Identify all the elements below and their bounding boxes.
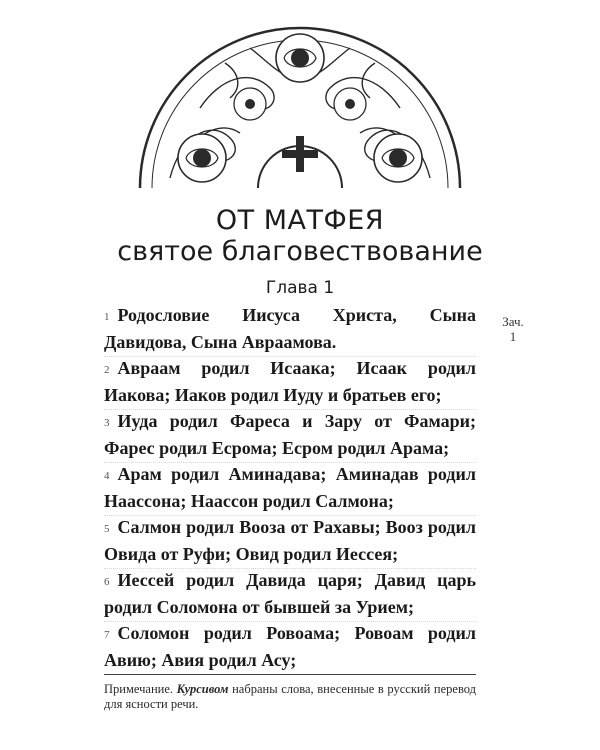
verse [104, 463, 476, 516]
verse-text: Соломон родил Ровоама; Ровоам родил Авию; Авия родил Асу; [104, 623, 476, 670]
verse [104, 357, 476, 410]
verse-number: 6 [104, 576, 110, 588]
footnote-text: набраны слова, внесенные в русский перевод для ясности речи. [104, 682, 477, 711]
liturgical-reading-marker [496, 314, 530, 344]
verse-text: Иуда родил Фареса и Зару от Фамари; Фарес родил Есрома; Есром родил Арама; [104, 411, 476, 458]
verse-number: 2 [104, 364, 110, 376]
verse-text: Арам родил Аминадава; Аминадав родил Наассона; Наассон родил Салмона; [104, 464, 476, 511]
headpiece-ornament [130, 18, 470, 190]
reading-marker-label: Зач. [502, 314, 524, 329]
verse-text: Авраам родил Исаака; Исаак родил Иакова; Иаков родил Иуду и братьев его; [104, 358, 476, 405]
reading-marker-number: 1 [509, 329, 517, 344]
verse [104, 304, 476, 357]
verse [104, 410, 476, 463]
footnote [104, 682, 476, 712]
footnote-emphasis: Курсивом [176, 682, 229, 696]
chapter-heading: Глава 1 [265, 278, 335, 298]
book-subtitle: святое благовествование [117, 236, 483, 267]
verse-number: 1 [104, 311, 110, 323]
verse-number: 4 [104, 470, 110, 482]
footnote-divider [104, 674, 476, 675]
verse-list [104, 304, 476, 674]
verse-text: Родословие Иисуса Христа, Сына Давидова, Сына Авраамова. [104, 305, 476, 352]
verse-number: 7 [104, 629, 110, 641]
verse [104, 569, 476, 622]
verse [104, 622, 476, 674]
verse-number: 3 [104, 417, 110, 429]
verse-text: Иессей родил Давида царя; Давид царь родил Соломона от бывшей за Урием; [104, 570, 476, 617]
footnote-prefix: Примечание. [104, 682, 174, 696]
book-title: ОТ МАТФЕЯ [215, 205, 385, 236]
verse-number: 5 [104, 523, 110, 535]
verse-text: Салмон родил Вооза от Рахавы; Вооз родил Овида от Руфи; Овид родил Иессея; [104, 517, 476, 564]
verse [104, 516, 476, 569]
